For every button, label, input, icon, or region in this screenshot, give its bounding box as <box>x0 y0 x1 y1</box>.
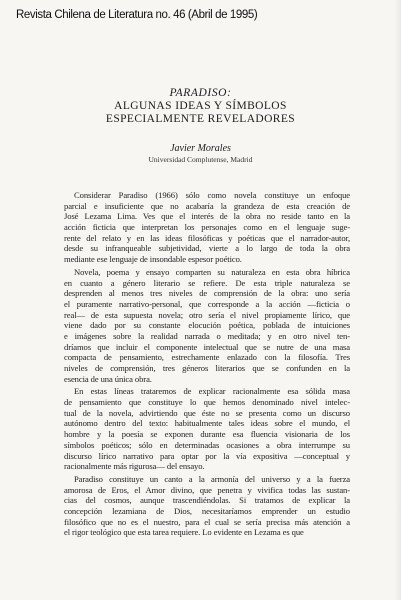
paragraph-1-line: rente del relato y en las ideas filosóficas y poéticas que el narrador-autor, <box>64 232 350 243</box>
paragraph-2-line: niveles de comprensión, tres géneros literarios que se confunden en la <box>64 363 350 373</box>
paragraph-2-line: viene dado por su constante elocución poética, poblada de intuiciones <box>64 320 350 331</box>
paragraph-2-line: Novela, poema y ensayo comparten su naturaleza en esta obra híbrica <box>74 266 350 277</box>
paragraph-2-line: en cuanto a género literario se refiere. De esta triple naturaleza se <box>64 277 350 288</box>
paragraph-2-line: desprenden al menos tres niveles de comprensión de la obra: uno sería <box>64 288 350 299</box>
paragraph-4-line: filosófico que no es el nuestro, para el cual se sería precisa más atención a <box>64 516 350 527</box>
paragraph-2-line: dríamos que incluir el componente intelectual que se nutre de una masa <box>64 341 350 352</box>
paragraph-3-line: racionalmente más rigurosa— del ensayo. <box>64 461 205 472</box>
paragraph-3-line: tual de la novela, advirtiendo que éste no se presenta como un discurso <box>64 407 350 418</box>
paragraph-2-line: real— de esta supuesta novela; otro sería el nivel propiamente lírico, que <box>64 309 350 320</box>
article-title <box>0 87 401 126</box>
paragraph-3-line: discurso lírico narrativo para optar por la vía expositiva —conceptual y <box>64 450 350 461</box>
paragraph-4-line: el rigor teológico que esta tarea requiere. Lo evidente en Lezama es que <box>64 527 304 538</box>
paragraph-4-line: concepción lezamiana de Dios, necesitaríamos emprender un estudio <box>64 505 350 516</box>
paragraph-2-line: esencia de una única obra. <box>64 373 152 384</box>
page-edge-shadow <box>395 0 401 600</box>
title-line-2: ESPECIALMENTE REVELADORES <box>105 113 296 125</box>
journal-citation-stamp: Revista Chilena de Literatura no. 46 (Abril de 1995) <box>16 9 258 21</box>
paragraph-2-line: compacta de pensamiento, estrechamente enlazado con la filosofía. Tres <box>64 352 350 363</box>
paragraph-1-line: Considerar Paradiso (1966) sólo como novela constituye un enfoque <box>74 190 350 200</box>
paragraph-1-line: acción ficticia que interpretan los personajes como en el lenguaje suge- <box>64 222 350 233</box>
paragraph-2-line: e imágenes sobre la realidad narrada o meditada; y en otro nivel ten- <box>64 330 350 341</box>
paragraph-3-line: símbolos poéticos; sólo en determinadas ocasiones a obra interrumpe su <box>64 439 350 450</box>
paragraph-1-line: parcial e insuficiente que no acabaría la grandeza de esta creación de <box>64 200 350 211</box>
paragraph-3-line: autónomo dentro del texto: habitualmente tales ideas sobre el mundo, el <box>64 418 350 429</box>
paragraph-4-line: amorosa de Eros, el Amor divino, que penetra y vivifica todas las sustan- <box>64 484 350 495</box>
article-body <box>64 190 350 538</box>
title-line-1: ALGUNAS IDEAS Y SÍMBOLOS <box>114 100 287 112</box>
title-italic-line: PARADISO: <box>169 87 232 99</box>
paragraph-1-line: mediante ese lenguaje de insondable espesor poético. <box>64 254 242 265</box>
author-affiliation: Universidad Complutense, Madrid <box>148 155 253 164</box>
paragraph-3-line: de pensamiento que constituye lo que hemos denominado nivel intelec- <box>64 397 350 408</box>
paragraph-1-line: José Lezama Lima. Ves que el interés de la obra no reside tanto en la <box>64 211 350 222</box>
author-name: Javier Morales <box>170 143 231 154</box>
paragraph-1-line: desde su infranqueable subjetividad, vierte a lo largo de toda la obra <box>64 243 350 254</box>
paragraph-4-line: cias del cosmos, aunque trascendiéndolas. Si tratamos de explicar la <box>64 495 350 506</box>
paragraph-3-line: En estas líneas trataremos de explicar racionalmente esa sólida masa <box>74 386 350 397</box>
paragraph-3-line: hombre y la poesía se exponen durante esa fluencia visionaria de los <box>64 429 350 440</box>
paragraph-2-line: el puramente narrativo-personal, que corresponde a la acción —ficticia o <box>64 298 350 309</box>
paragraph-4-line: Paradiso constituye un canto a la armonía del universo y a la fuerza <box>74 473 350 484</box>
